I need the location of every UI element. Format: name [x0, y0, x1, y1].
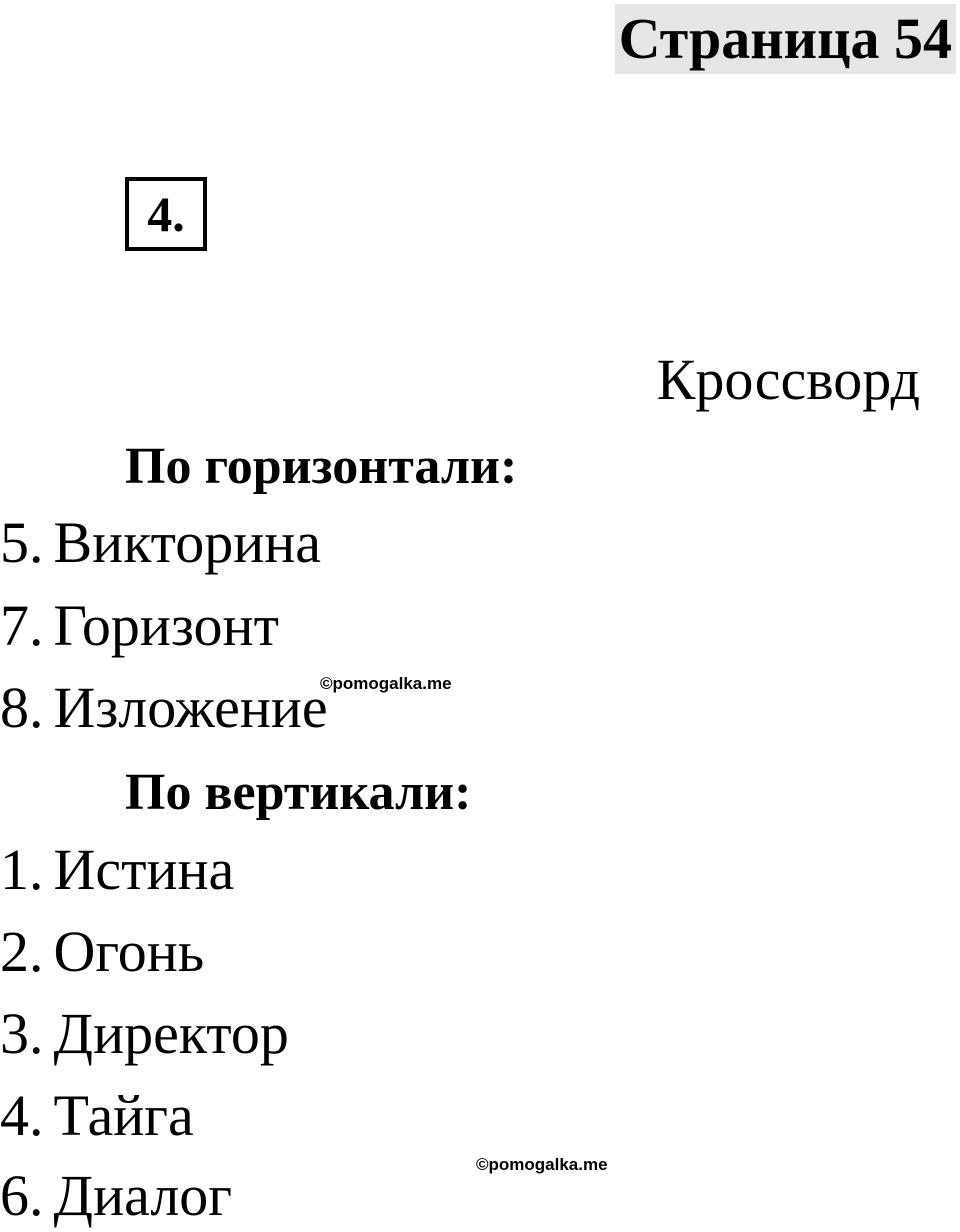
answer-number: 3.	[0, 1001, 44, 1066]
answer-word: Диалог	[53, 1163, 233, 1228]
watermark: ©pomogalka.me	[320, 674, 452, 693]
answer-word: Викторина	[53, 510, 322, 575]
answer-row-horizontal-7	[0, 590, 279, 662]
task-number-box: 4.	[125, 177, 207, 251]
watermark: ©pomogalka.me	[476, 1155, 608, 1174]
answer-number: 5.	[0, 510, 44, 575]
answer-word: Истина	[53, 837, 235, 902]
answer-row-vertical-4	[0, 1080, 194, 1152]
answer-number: 4.	[0, 1083, 44, 1148]
answer-number: 6.	[0, 1163, 44, 1228]
answer-word: Изложение	[53, 675, 328, 740]
answer-row-vertical-1	[0, 834, 234, 906]
page-title: Страница 54	[615, 4, 956, 74]
answer-row-vertical-3	[0, 998, 289, 1070]
answer-row-horizontal-5	[0, 507, 321, 579]
answer-number: 7.	[0, 593, 44, 658]
answer-word: Тайга	[53, 1083, 194, 1148]
answer-number: 1.	[0, 837, 44, 902]
vertical-heading: По вертикали:	[125, 764, 472, 821]
answer-number: 8.	[0, 675, 44, 740]
crossword-title: Кроссворд	[656, 347, 920, 412]
answer-row-vertical-6	[0, 1160, 232, 1232]
answer-word: Огонь	[53, 919, 205, 984]
answer-word: Горизонт	[53, 593, 279, 658]
answer-word: Директор	[53, 1001, 289, 1066]
answer-row-horizontal-8	[0, 672, 328, 744]
answer-row-vertical-2	[0, 916, 204, 988]
answer-number: 2.	[0, 919, 44, 984]
horizontal-heading: По горизонтали:	[125, 438, 518, 495]
